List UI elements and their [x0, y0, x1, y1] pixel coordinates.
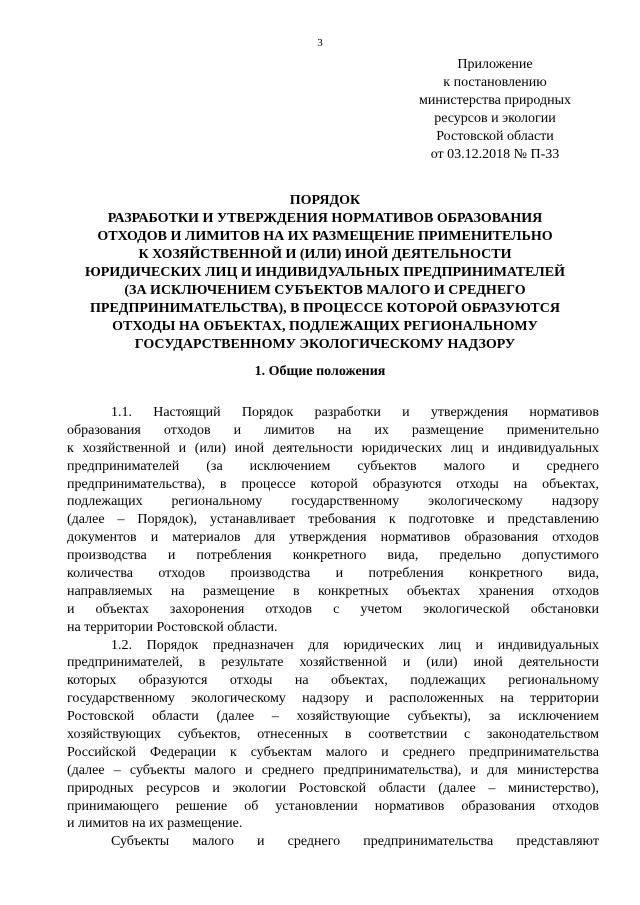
title-line: ОТХОДОВ И ЛИМИТОВ НА ИХ РАЗМЕЩЕНИЕ ПРИМЕНИТЕЛЬНО: [97, 229, 553, 244]
approval-line: ресурсов и экологии: [434, 111, 556, 126]
title-line: ПРЕДПРИНИМАТЕЛЬСТВА), В ПРОЦЕССЕ КОТОРОЙ ОБРАЗУЮТСЯ: [90, 301, 560, 316]
body-line: Ростовской области (далее – хозяйствующие субъекты), за исключением: [67, 709, 599, 725]
body-line: образования отходов и лимитов на их размещение применительно: [67, 422, 599, 438]
body-line: к хозяйственной и (или) иной деятельности юридических лиц и индивидуальных: [67, 440, 599, 456]
approval-line: Приложение: [457, 57, 533, 72]
body-text: [67, 404, 599, 851]
title-line: ОТХОДЫ НА ОБЪЕКТАХ, ПОДЛЕЖАЩИХ РЕГИОНАЛЬНОМУ: [112, 319, 538, 334]
body-line: принимающего решение об установлении нормативов образования отходов: [67, 798, 599, 814]
body-line: природных ресурсов и экологии Ростовской области (далее – министерство),: [67, 780, 599, 796]
approval-line: министерства природных: [419, 93, 571, 108]
section-heading: 1. Общие положения: [254, 364, 386, 379]
body-line: 1.2. Порядок предназначен для юридических лиц и индивидуальных: [111, 637, 599, 653]
body-line: и лимитов на их размещение.: [67, 816, 243, 832]
body-line: Субъекты малого и среднего предпринимательства представляют: [111, 834, 599, 850]
document-title: [60, 192, 590, 354]
body-line: 1.1. Настоящий Порядок разработки и утверждения нормативов: [111, 405, 599, 420]
title-line: ГОСУДАРСТВЕННОМУ ЭКОЛОГИЧЕСКОМУ НАДЗОРУ: [134, 337, 516, 352]
body-line: документов и материалов для утверждения нормативов образования отходов: [67, 530, 599, 546]
body-line: количества отходов производства и потребления конкретного вида,: [67, 566, 599, 582]
body-line: (далее – Порядок), устанавливает требования к подготовке и представлению: [67, 512, 599, 528]
title-line: РАЗРАБОТКИ И УТВЕРЖДЕНИЯ НОРМАТИВОВ ОБРАЗОВАНИЯ: [107, 211, 543, 226]
body-line: государственному экологическому надзору и расположенных на территории: [67, 691, 599, 707]
approval-line: от 03.12.2018 № П-33: [430, 147, 560, 162]
title-line: (ЗА ИСКЛЮЧЕНИЕМ СУБЪЕКТОВ МАЛОГО И СРЕДНЕГО: [124, 283, 526, 298]
approval-block: [410, 56, 580, 164]
body-line: направляемых на размещение в конкретных объектах хранения отходов: [67, 583, 599, 599]
body-line: производства и потребления конкретного вида, предельно допустимого: [67, 548, 599, 564]
body-line: предпринимателей, в результате хозяйственной и (или) иной деятельности: [67, 655, 599, 671]
body-line: и объектах захоронения отходов с учетом экологической обстановки: [67, 601, 599, 617]
body-line: Российской Федерации к субъектам малого и среднего предпринимательства: [67, 744, 599, 760]
body-line: предпринимательства), в процессе которой образуются отходы на объектах,: [67, 476, 599, 492]
body-line: которых образуются отходы на объектах, подлежащих региональному: [67, 673, 599, 689]
body-line: (далее – субъекты малого и среднего предпринимательства), и для министерства: [67, 762, 599, 778]
title-line: ПОРЯДОК: [289, 193, 361, 208]
approval-line: Ростовской области: [436, 129, 554, 144]
approval-line: к постановлению: [443, 75, 547, 90]
body-line: хозяйствующих субъектов, отнесенных в соответствии с законодательством: [67, 727, 599, 743]
title-line: ЮРИДИЧЕСКИХ ЛИЦ И ИНДИВИДУАЛЬНЫХ ПРЕДПРИНИМАТЕЛЕЙ: [85, 265, 565, 280]
body-line: подлежащих региональному государственному экологическому надзору: [67, 494, 599, 510]
title-line: К ХОЗЯЙСТВЕННОЙ И (ИЛИ) ИНОЙ ДЕЯТЕЛЬНОСТИ: [138, 247, 512, 262]
body-line: на территории Ростовской области.: [67, 619, 278, 635]
body-line: предпринимателей (за исключением субъектов малого и среднего: [67, 458, 599, 474]
page-number: 3: [317, 37, 323, 49]
